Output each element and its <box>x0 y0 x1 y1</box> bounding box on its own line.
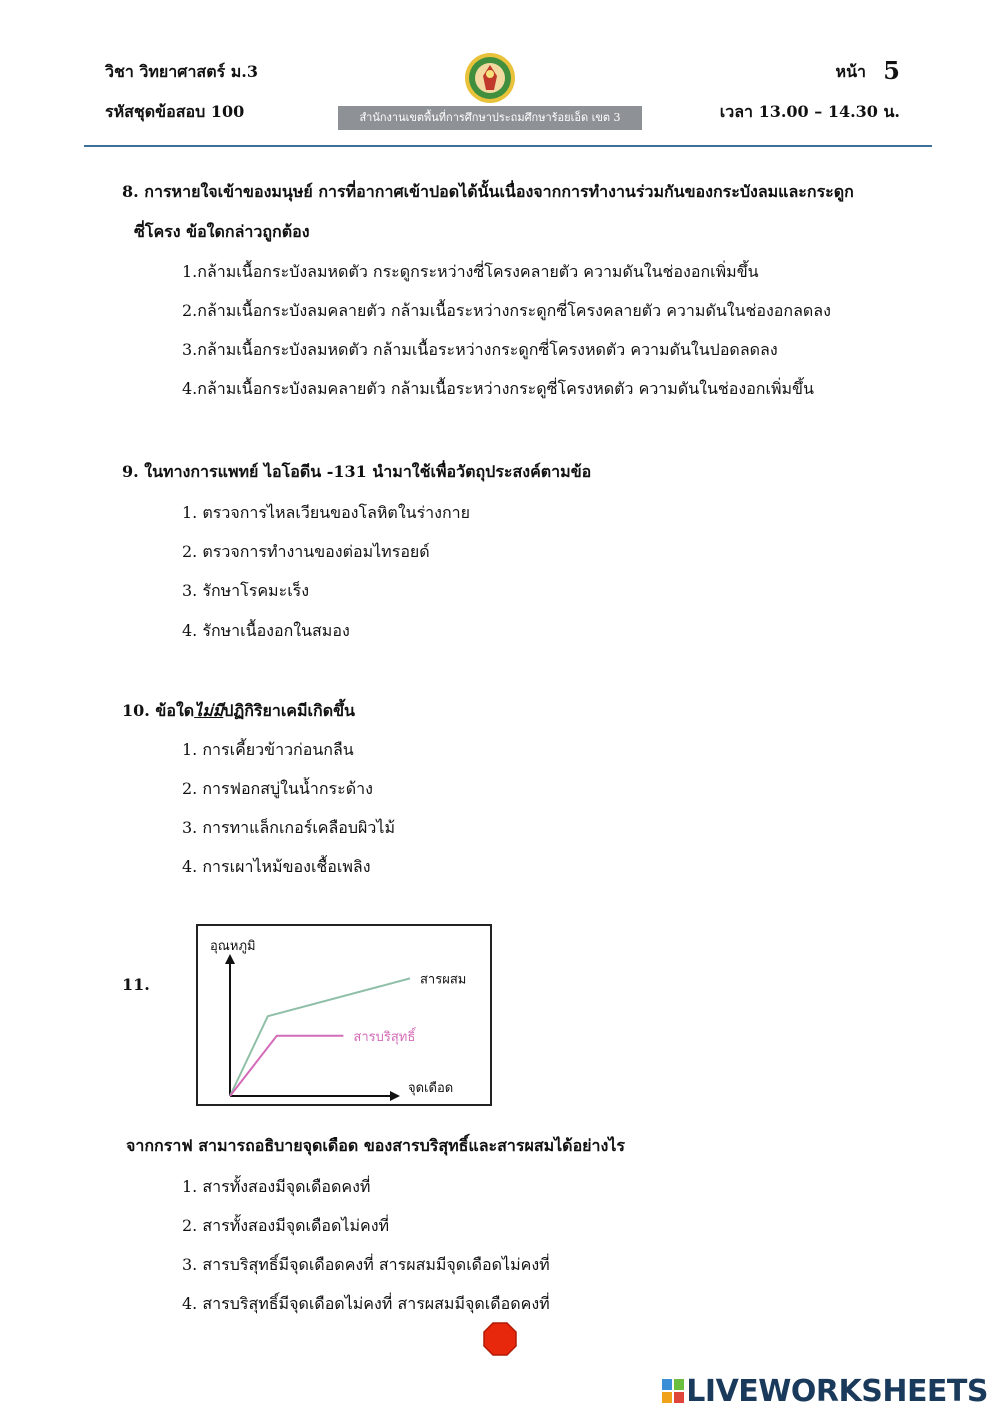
question-10-option-3: 3. การทาแล็กเกอร์เคลือบผิวไม้ <box>182 818 396 837</box>
question-10-text <box>122 699 355 724</box>
liveworksheets-mark-icon <box>662 1379 684 1403</box>
header-divider <box>84 145 932 147</box>
y-axis-label: อุณหภูมิ <box>210 939 256 954</box>
exam-code-label: รหัสชุดข้อสอบ 100 <box>105 102 245 121</box>
question-9-text: 9. ในทางการแพทย์ ไอโอดีน -131 นำมาใช้เพื่อวัตถุประสงค์ตามข้อ <box>122 462 592 481</box>
question-8-option-1: 1.กล้ามเนื้อกระบังลมหดตัว กระดูกระหว่างซี่โครงคลายตัว ความดันในช่องอกเพิ่มขึ้น <box>182 262 759 281</box>
boiling-point-chart <box>196 924 492 1106</box>
question-10-suffix: ปฏิกิริยาเคมีเกิดขึ้น <box>223 701 355 720</box>
subject-label: วิชา วิทยาศาสตร์ ม.3 <box>105 62 258 81</box>
question-10-option-1: 1. การเคี้ยวข้าวก่อนกลืน <box>182 740 354 759</box>
question-10-negative-word: ไม่มี <box>194 701 224 720</box>
exam-time: เวลา 13.00 – 14.30 น. <box>719 102 900 121</box>
question-10-prefix: 10. ข้อใด <box>122 701 195 720</box>
question-9-option-1: 1. ตรวจการไหลเวียนของโลหิตในร่างกาย <box>182 503 471 522</box>
education-office-banner: สำนักงานเขตพื้นที่การศึกษาประถมศึกษาร้อยเอ็ด เขต 3 <box>338 106 642 130</box>
question-8-text-cont: ซี่โครง ข้อใดกล่าวถูกต้อง <box>134 222 310 241</box>
question-9-option-3: 3. รักษาโรคมะเร็ง <box>182 581 310 600</box>
question-11-option-4: 4. สารบริสุทธิ์มีจุดเดือดไม่คงที่ สารผสมมีจุดเดือดคงที่ <box>182 1294 550 1313</box>
question-11-option-3: 3. สารบริสุทธิ์มีจุดเดือดคงที่ สารผสมมีจุดเดือดไม่คงที่ <box>182 1255 550 1274</box>
question-10-option-4: 4. การเผาไหม้ของเชื้อเพลิง <box>182 857 371 876</box>
question-11-option-1: 1. สารทั้งสองมีจุดเดือดคงที่ <box>182 1177 371 1196</box>
question-9-option-2: 2. ตรวจการทำงานของต่อมไทรอยด์ <box>182 542 430 561</box>
page-number: 5 <box>883 56 900 85</box>
question-11-option-2: 2. สารทั้งสองมีจุดเดือดไม่คงที่ <box>182 1216 390 1235</box>
series-label-1: สารผสม <box>420 972 467 988</box>
question-8-option-3: 3.กล้ามเนื้อกระบังลมหดตัว กล้ามเนื้อระหว่างกระดูกซี่โครงหดตัว ความดันในปอดลดลง <box>182 340 778 359</box>
question-8-option-2: 2.กล้ามเนื้อกระบังลมคลายตัว กล้ามเนื้อระหว่างกระดูกซี่โครงคลายตัว ความดันในช่องอกลดลง <box>182 301 831 320</box>
x-axis-label: จุดเดือด <box>408 1081 454 1096</box>
series-label-2: สารบริสุทธิ์ <box>353 1029 416 1045</box>
question-8-text: 8. การหายใจเข้าของมนุษย์ การที่อากาศเข้าปอดได้นั้นเนื่องจากการทำงานร่วมกันของกระบังลมและกระดูก <box>122 182 854 201</box>
liveworksheets-logo <box>662 1374 988 1409</box>
question-10-option-2: 2. การฟอกสบู่ในน้ำกระด้าง <box>182 779 373 798</box>
stop-octagon-icon[interactable] <box>483 1322 517 1356</box>
question-11-text: จากกราฟ สามารถอธิบายจุดเดือด ของสารบริสุทธิ์และสารผสมได้อย่างไร <box>126 1136 625 1155</box>
page-label: หน้า <box>835 62 866 81</box>
question-11-number: 11. <box>122 975 150 994</box>
school-emblem-icon <box>464 52 516 104</box>
brand-name: LIVEWORKSHEETS <box>686 1374 988 1409</box>
question-9-option-4: 4. รักษาเนื้องอกในสมอง <box>182 621 350 640</box>
question-8-option-4: 4.กล้ามเนื้อกระบังลมคลายตัว กล้ามเนื้อระหว่างกระดูซี่โครงหดตัว ความดันในช่องอกเพิ่มขึ้น <box>182 379 814 398</box>
